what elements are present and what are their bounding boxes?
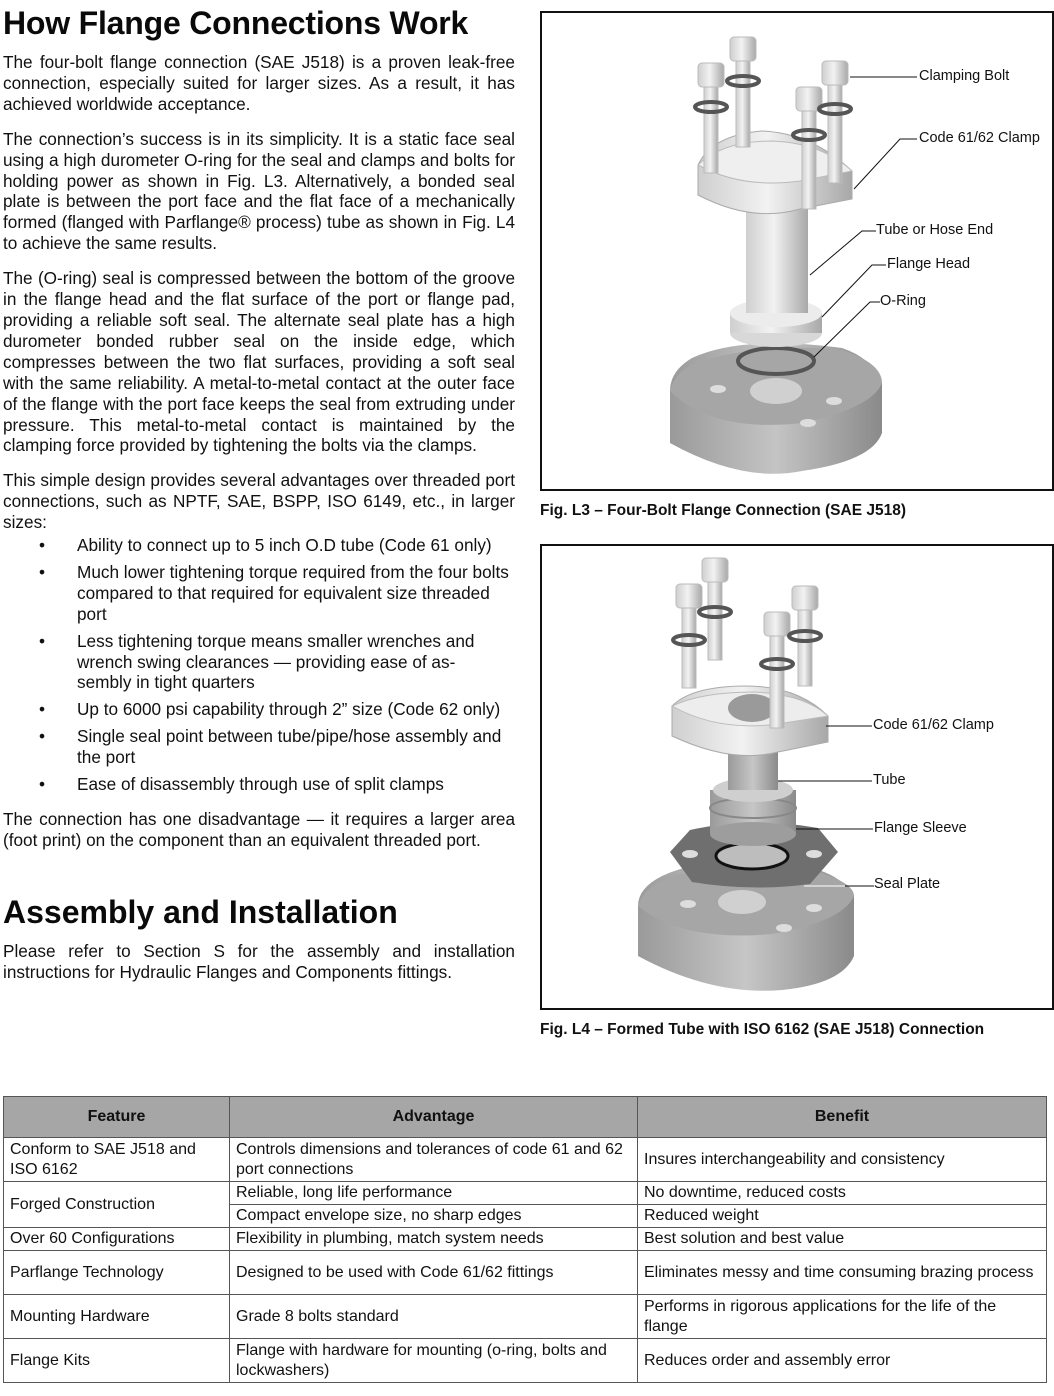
table-row (4, 1138, 1047, 1182)
list-item-text: Up to 6000 psi capability through 2” size (Code 62 only) (77, 699, 501, 720)
table-row (4, 1251, 1047, 1295)
list-item-text: Ease of disassembly through use of split clamps (77, 774, 444, 795)
figure-l3 (540, 11, 1054, 491)
paragraph-advantages-intro: This simple design provides several advantages over threaded port connections, such as NPTF, SAE, BSPP, ISO 6149, etc., in larger sizes: (3, 470, 515, 533)
bullet-icon: • (39, 774, 46, 795)
advantage-cell: Compact envelope size, no sharp edges (230, 1205, 638, 1228)
advantage-cell: Reliable, long life performance (230, 1182, 638, 1205)
paragraph-intro: The four-bolt flange connection (SAE J518) is a proven leak-free connection, especially suited for larger sizes. As a result, it has achieved worldwide acceptance. (3, 52, 515, 114)
table-row (4, 1182, 1047, 1205)
column-header-advantage: Advantage (230, 1097, 638, 1138)
figure-l4-caption: Fig. L4 – Formed Tube with ISO 6162 (SAE J518) Connection (540, 1021, 985, 1038)
benefit-cell: Insures interchangeability and consistency (638, 1138, 1047, 1182)
advantage-cell: Flexibility in plumbing, match system needs (230, 1228, 638, 1251)
label-clamping-bolt: Clamping Bolt (919, 68, 1010, 84)
bullet-icon: • (39, 699, 46, 720)
paragraph-disadvantage: The connection has one disadvantage — it requires a larger area (foot print) on the component than an equivalent threaded port. (3, 809, 515, 850)
formed-tube-illustration (542, 546, 1052, 1008)
list-item (3, 562, 515, 625)
figure-l4 (540, 544, 1054, 1010)
bullet-icon: • (39, 561, 46, 582)
four-bolt-flange-illustration (542, 13, 1052, 489)
paragraph-seal: The (O-ring) seal is compressed between the bottom of the groove in the flange head and the flat surface of the port or flange pad, providing a reliable soft seal. The alternate seal plate has a high durometer bonded rubber seal on the inside edge, which compresses between the two flat surfaces, providing a soft seal with the same reliability. A metal-to-metal contact at the outer face of the flange with the port face keeps the seal from extruding under pressure. This metal-to-metal contact is maintained by the clamping force provided by tightening the bolts via the clamps. (3, 268, 515, 456)
benefit-cell: Reduced weight (638, 1205, 1047, 1228)
feature-benefit-table (3, 1096, 1047, 1383)
list-item-text: Less tightening torque means smaller wrenches and wrench swing clearances — providing ease of as-sembly in tight quarters (77, 630, 475, 693)
advantage-cell: Designed to be used with Code 61/62 fittings (230, 1251, 638, 1295)
label-clamp: Code 61/62 Clamp (873, 717, 994, 733)
table-row (4, 1228, 1047, 1251)
list-item-text: Single seal point between tube/pipe/hose assembly and the port (77, 726, 502, 768)
advantage-cell: Flange with hardware for mounting (o-ring, bolts and lockwashers) (230, 1339, 638, 1383)
column-header-benefit: Benefit (638, 1097, 1047, 1138)
advantage-cell: Controls dimensions and tolerances of code 61 and 62 port connections (230, 1138, 638, 1182)
label-clamp: Code 61/62 Clamp (919, 130, 1040, 146)
feature-cell: Mounting Hardware (4, 1295, 230, 1339)
advantage-cell: Grade 8 bolts standard (230, 1295, 638, 1339)
section-title-assembly: Assembly and Installation (3, 893, 398, 930)
list-item (3, 726, 515, 768)
label-flange-sleeve: Flange Sleeve (874, 820, 967, 836)
list-item (3, 699, 515, 720)
paragraph-assembly: Please refer to Section S for the assembly and installation instructions for Hydraulic Flanges and Components fittings. (3, 940, 515, 982)
label-tube: Tube (873, 772, 906, 788)
article-column (3, 4, 515, 997)
list-item (3, 774, 515, 795)
advantages-list (3, 535, 515, 795)
table-header-row (4, 1097, 1047, 1138)
table-row (4, 1295, 1047, 1339)
figure-l3-caption: Fig. L3 – Four-Bolt Flange Connection (SAE J518) (540, 502, 906, 519)
benefit-cell: Reduces order and assembly error (638, 1339, 1047, 1383)
feature-cell: Conform to SAE J518 and ISO 6162 (4, 1138, 230, 1182)
label-flange-head: Flange Head (887, 256, 971, 272)
label-o-ring: O-Ring (880, 293, 926, 309)
list-item (3, 535, 515, 556)
bullet-icon: • (39, 630, 46, 651)
benefit-cell: Best solution and best value (638, 1228, 1047, 1251)
feature-cell: Forged Construction (4, 1182, 230, 1228)
paragraph-simplicity: The connection’s success is in its simplicity. It is a static face seal using a high durometer O-ring for the seal and clamps and bolts for holding power as shown in Fig. L3. Alternatively, a bonded seal plate is between the port face and the flat face of a mechanically formed (flanged with Parflange® process) tube as shown in Fig. L4 to achieve the same results. (3, 128, 515, 254)
feature-cell: Over 60 Configurations (4, 1228, 230, 1251)
feature-cell: Parflange Technology (4, 1251, 230, 1295)
column-header-feature: Feature (4, 1097, 230, 1138)
label-seal-plate: Seal Plate (874, 876, 941, 892)
benefit-cell: Eliminates messy and time consuming brazing process (638, 1251, 1047, 1295)
table-row (4, 1339, 1047, 1383)
feature-cell: Flange Kits (4, 1339, 230, 1383)
bullet-icon: • (39, 535, 46, 556)
page-title: How Flange Connections Work (3, 5, 469, 41)
list-item-text: Ability to connect up to 5 inch O.D tube (Code 61 only) (77, 535, 492, 556)
label-tube-or-hose-end: Tube or Hose End (876, 222, 994, 238)
bullet-icon: • (39, 726, 46, 747)
list-item-text: Much lower tightening torque required from the four bolts compared to that required for equivalent size threaded port (77, 561, 509, 624)
tube-shape (746, 199, 808, 313)
benefit-cell: Performs in rigorous applications for the life of the flange (638, 1295, 1047, 1339)
list-item (3, 631, 515, 694)
benefit-cell: No downtime, reduced costs (638, 1182, 1047, 1205)
